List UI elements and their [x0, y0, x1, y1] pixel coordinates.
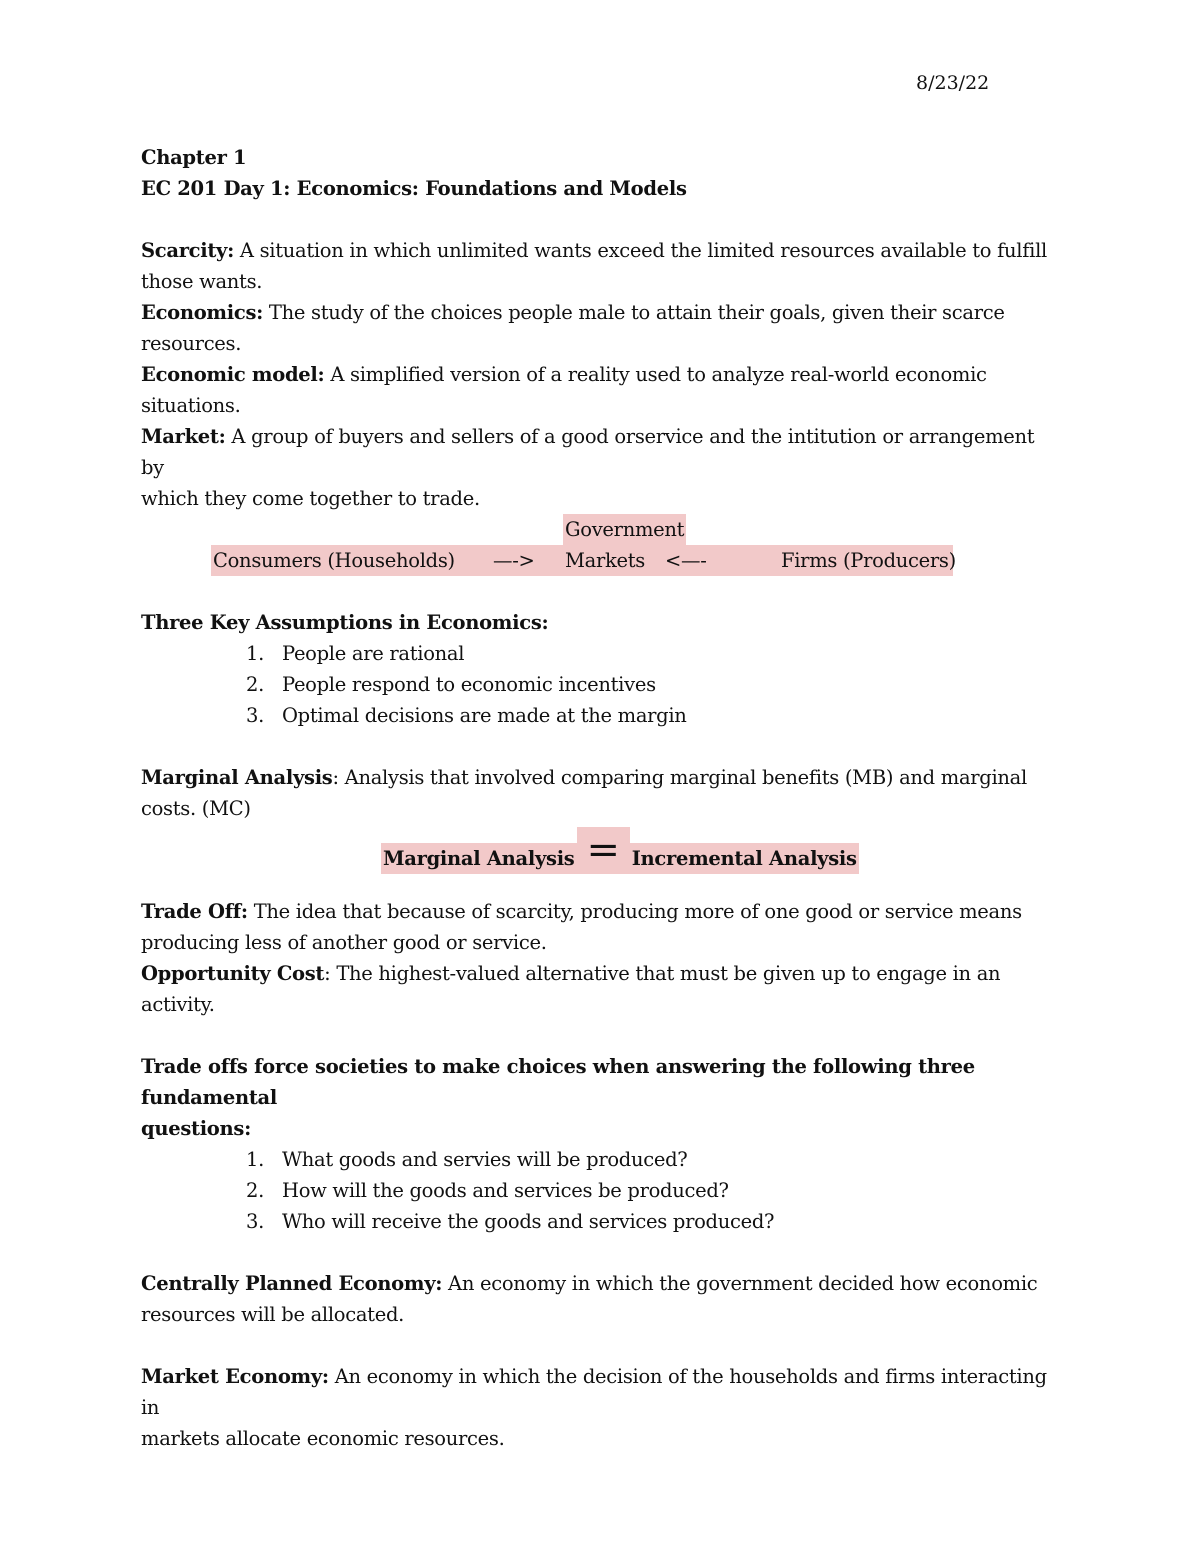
- def-scarcity-text: A situation in which unlimited wants exceed the limited resources available to fulfill: [233, 239, 1047, 262]
- def-opportunity-text: : The highest-valued alternative that must be given up to engage in an activity.: [141, 962, 1001, 1016]
- list-text: What goods and servies will be produced?: [282, 1148, 688, 1171]
- questions-heading-line2: questions:: [141, 1117, 251, 1140]
- def-economics-text: The study of the choices people male to attain their goals, given their scarce: [263, 301, 1005, 324]
- equation-equals: =: [577, 827, 630, 874]
- market-flow-diagram: [141, 514, 1061, 576]
- list-text: People respond to economic incentives: [282, 673, 656, 696]
- list-item: [141, 669, 1061, 700]
- def-market-text: A group of buyers and sellers of a good orservice and the intitution or arrangement by: [141, 425, 1035, 479]
- definition-opportunity-cost: [141, 958, 1061, 1020]
- def-centrally-text: An economy in which the government decided how economic: [442, 1272, 1038, 1295]
- list-item: [141, 638, 1061, 669]
- term-opportunity-cost: Opportunity Cost: [141, 962, 325, 985]
- list-item: [141, 1175, 1061, 1206]
- definition-scarcity: [141, 235, 1061, 297]
- list-text: People are rational: [282, 642, 465, 665]
- list-text: How will the goods and services be produced?: [282, 1179, 729, 1202]
- list-item: [141, 700, 1061, 731]
- definition-economics: [141, 297, 1061, 359]
- definition-economic-model: [141, 359, 1061, 421]
- diagram-markets: Markets: [565, 549, 646, 572]
- assumptions-list: [141, 638, 1061, 731]
- equation-right: Incremental Analysis: [630, 843, 859, 874]
- term-economics: Economics:: [141, 301, 264, 324]
- list-text: Optimal decisions are made at the margin: [282, 704, 687, 727]
- definition-centrally-planned: [141, 1268, 1061, 1330]
- def-market-text2: which they come together to trade.: [141, 487, 480, 510]
- def-marginal-text2: costs. (MC): [141, 797, 251, 820]
- list-number: 2.: [246, 673, 265, 696]
- def-economic-model-text: A simplified version of a reality used to analyze real-world economic: [324, 363, 987, 386]
- def-centrally-text2: resources will be allocated.: [141, 1303, 405, 1326]
- def-market-economy-text2: markets allocate economic resources.: [141, 1427, 505, 1450]
- def-economics-text2: resources.: [141, 332, 242, 355]
- list-number: 3.: [246, 704, 265, 727]
- def-marginal-text: : Analysis that involved comparing marginal benefits (MB) and marginal: [332, 766, 1027, 789]
- term-centrally-planned: Centrally Planned Economy:: [141, 1272, 443, 1295]
- term-marginal-analysis: Marginal Analysis: [141, 766, 333, 789]
- diagram-arrow-right: —->: [493, 549, 535, 572]
- equation-left: Marginal Analysis: [381, 843, 577, 874]
- diagram-government: Government: [563, 514, 686, 545]
- spacer: [141, 886, 1061, 896]
- marginal-equation: [141, 824, 1061, 886]
- spacer: [141, 731, 1061, 762]
- definition-marginal-analysis: [141, 762, 1061, 824]
- course-title: EC 201 Day 1: Economics: Foundations and Models: [141, 177, 687, 200]
- questions-list: [141, 1144, 1061, 1237]
- term-economic-model: Economic model:: [141, 363, 325, 386]
- term-market-economy: Market Economy:: [141, 1365, 329, 1388]
- term-trade-off: Trade Off:: [141, 900, 248, 923]
- term-scarcity: Scarcity:: [141, 239, 234, 262]
- list-number: 1.: [246, 1148, 265, 1171]
- list-text: Who will receive the goods and services produced?: [282, 1210, 775, 1233]
- chapter-heading: Chapter 1: [141, 146, 247, 169]
- def-scarcity-text2: those wants.: [141, 270, 263, 293]
- diagram-arrow-left: <—-: [665, 549, 707, 572]
- definition-market: [141, 421, 1061, 514]
- list-number: 2.: [246, 1179, 265, 1202]
- diagram-consumers: Consumers (Households): [213, 549, 455, 572]
- def-economic-model-text2: situations.: [141, 394, 241, 417]
- def-tradeoff-text: The idea that because of scarcity, producing more of one good or service means: [247, 900, 1022, 923]
- list-number: 1.: [246, 642, 265, 665]
- spacer: [141, 1330, 1061, 1361]
- list-number: 3.: [246, 1210, 265, 1233]
- list-item: [141, 1144, 1061, 1175]
- def-market-economy-text: An economy in which the decision of the households and firms interacting in: [141, 1365, 1047, 1419]
- def-tradeoff-text2: producing less of another good or service.: [141, 931, 547, 954]
- spacer: [141, 576, 1061, 607]
- spacer: [141, 1020, 1061, 1051]
- diagram-firms: Firms (Producers): [781, 549, 956, 572]
- list-item: [141, 1206, 1061, 1237]
- assumptions-heading: Three Key Assumptions in Economics:: [141, 611, 549, 634]
- diagram-flow-row: [211, 545, 956, 576]
- document-content: [141, 142, 1061, 1454]
- questions-heading-line1: Trade offs force societies to make choices when answering the following three fundamental: [141, 1055, 975, 1109]
- term-market: Market:: [141, 425, 226, 448]
- definition-trade-off: [141, 896, 1061, 958]
- document-date: 8/23/22: [916, 72, 990, 94]
- spacer: [141, 1237, 1061, 1268]
- definition-market-economy: [141, 1361, 1061, 1454]
- spacer: [141, 204, 1061, 235]
